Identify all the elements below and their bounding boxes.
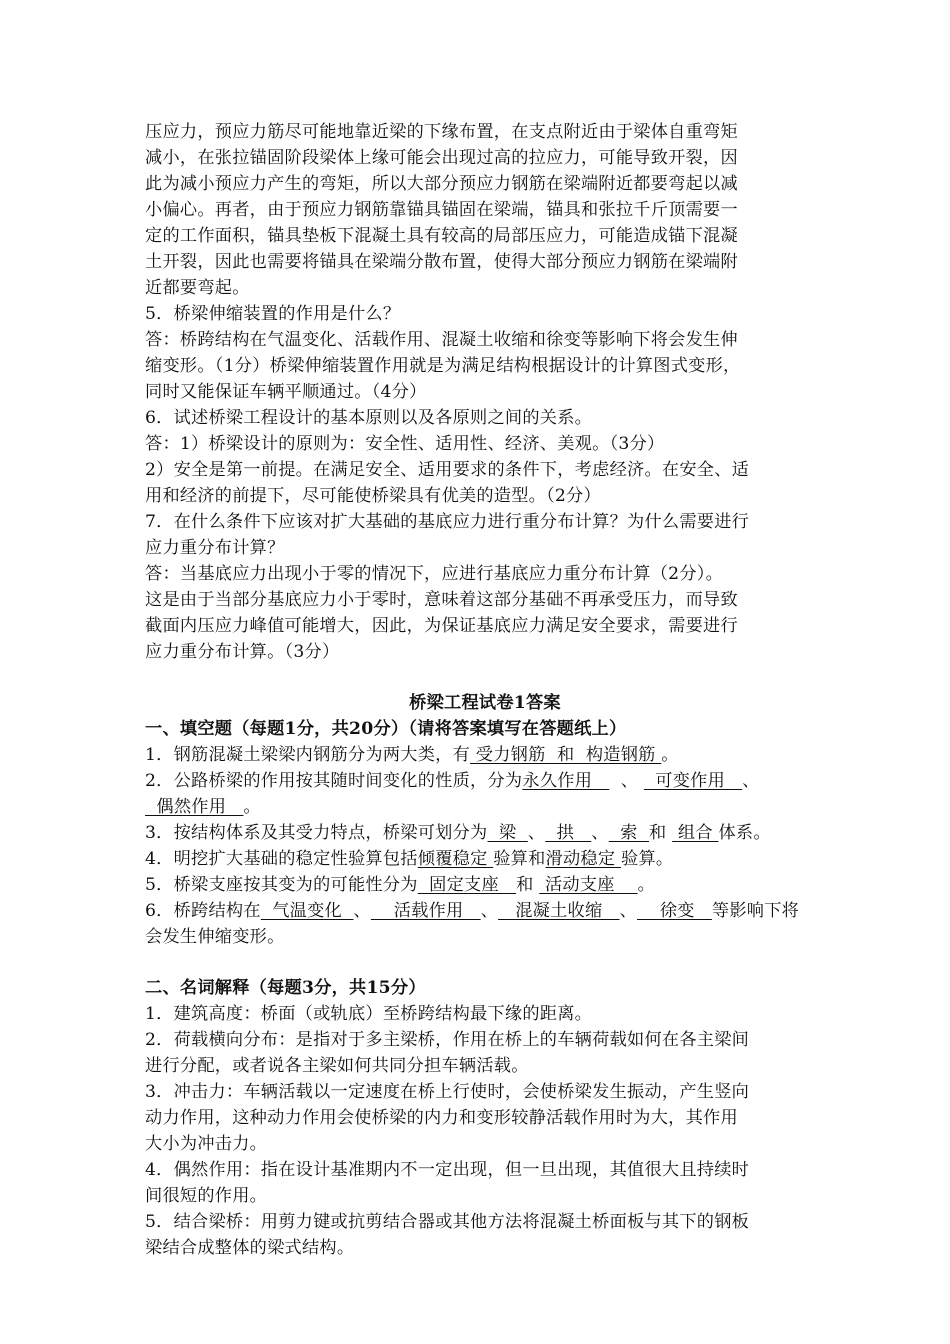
question-text: 5．桥梁伸缩装置的作用是什么？ <box>145 304 401 324</box>
separator-text: 、 <box>480 901 499 921</box>
answer-blank: 组合 <box>672 823 719 843</box>
question-text: 验算。 <box>621 849 674 869</box>
separator-text: 验算和 <box>493 849 546 869</box>
definition-line: 间很短的作用。 <box>145 1186 268 1206</box>
question-text: 等影响下将 <box>711 901 800 921</box>
answer-line: 答：1）桥梁设计的原则为：安全性、适用性、经济、美观。（3分） <box>145 434 665 454</box>
separator-text: 和 <box>516 875 540 895</box>
answer-blank: 混凝土收缩 <box>498 901 620 921</box>
question-text: 7．在什么条件下应该对扩大基础的基底应力进行重分布计算？为什么需要进行 <box>145 512 750 532</box>
question-6 <box>145 405 825 509</box>
fill-question-1 <box>145 742 825 768</box>
separator-text: 、 <box>353 901 371 921</box>
answer-line: 这是由于当部分基底应力小于零时，意味着这部分基础不再承受压力，而导致 <box>145 590 738 610</box>
separator-text: 和 <box>649 823 673 843</box>
answer-blank: 固定支座 <box>417 875 517 895</box>
fill-question-3 <box>145 820 825 846</box>
answer-line: 2）安全是第一前提。在满足安全、适用要求的条件下，考虑经济。在安全、适 <box>145 460 750 480</box>
fill-question-6-cont: 会发生伸缩变形。 <box>145 927 285 947</box>
question-text: 6．桥跨结构在 <box>145 901 261 921</box>
separator-text: 、 <box>619 901 637 921</box>
answer-blank: 永久作用 <box>522 771 610 791</box>
answer-4-continued <box>145 119 825 301</box>
text-column <box>145 119 825 1261</box>
answer-line: 答：桥跨结构在气温变化、活载作用、混凝土收缩和徐变等影响下将会发生伸 <box>145 330 738 350</box>
definition-line: 进行分配，或者说各主梁如何共同分担车辆活载。 <box>145 1056 529 1076</box>
exam-title: 桥梁工程试卷1答案 <box>409 693 561 713</box>
text-line: 小偏心。再者，由于预应力钢筋靠锚具锚固在梁端，锚具和张拉千斤顶需要一 <box>145 200 738 220</box>
answer-line: 截面内压应力峰值可能增大，因此，为保证基底应力满足安全要求，需要进行 <box>145 616 738 636</box>
spacer <box>145 950 825 975</box>
question-text: 3．按结构体系及其受力特点，桥梁可划分为 <box>145 823 488 843</box>
question-text: 4．明挖扩大基础的稳定性验算包括 <box>145 849 418 869</box>
separator-text: 、 <box>742 771 760 791</box>
definition-line: 大小为冲击力。 <box>145 1134 268 1154</box>
answer-blank: 偶然作用 <box>145 797 244 817</box>
question-text: 2．公路桥梁的作用按其随时间变化的性质，分为 <box>145 771 523 791</box>
separator-text: 、 <box>609 771 644 791</box>
question-text: 5．桥梁支座按其变为的可能性分为 <box>145 875 418 895</box>
answer-line: 缩变形。（1分）桥梁伸缩装置作用就是为满足结构根据设计的计算图式变形， <box>145 356 741 376</box>
answer-blank: 拱 <box>545 823 592 843</box>
term-definitions <box>145 1001 825 1261</box>
answer-blank: 梁 <box>487 823 528 843</box>
question-7 <box>145 509 825 665</box>
answer-blank: 可变作用 <box>643 771 743 791</box>
text-line: 压应力，预应力筋尽可能地靠近梁的下缘布置，在支点附近由于梁体自重弯矩 <box>145 122 738 142</box>
separator-text: 、 <box>527 823 546 843</box>
definition-line: 梁结合成整体的梁式结构。 <box>145 1238 355 1258</box>
answer-blank: 索 <box>608 823 650 843</box>
text-line: 近都要弯起。 <box>145 278 250 298</box>
text-line: 减小，在张拉锚固阶段梁体上缘可能会出现过高的拉应力，可能导致开裂，因 <box>145 148 738 168</box>
question-text: 1．钢筋混凝土梁梁内钢筋分为两大类，有 <box>145 745 471 765</box>
answer-line: 用和经济的前提下，尽可能使桥梁具有优美的造型。（2分） <box>145 486 601 506</box>
text-line: 定的工作面积，锚具垫板下混凝土具有较高的局部压应力，可能造成锚下混凝 <box>145 226 738 246</box>
text-line: 土开裂，因此也需要将锚具在梁端分散布置，使得大部分预应力钢筋在梁端附 <box>145 252 738 272</box>
fill-question-2-cont <box>145 794 825 820</box>
question-text: 6．试述桥梁工程设计的基本原则以及各原则之间的关系。 <box>145 408 593 428</box>
section-1-heading: 一、填空题（每题1分，共20分）（请将答案填写在答题纸上） <box>145 719 627 739</box>
fill-question-2 <box>145 768 825 794</box>
answer-blank: 倾覆稳定 <box>417 849 494 869</box>
fill-question-5 <box>145 872 825 898</box>
definition-line: 4．偶然作用：指在设计基准期内不一定出现，但一旦出现，其值很大且持续时 <box>145 1160 750 1180</box>
question-text: 体系。 <box>718 823 771 843</box>
definition-line: 1．建筑高度：桥面（或轨底）至桥跨结构最下缘的距离。 <box>145 1004 593 1024</box>
spacer <box>145 665 825 690</box>
text-line: 此为减小预应力产生的弯矩，所以大部分预应力钢筋在梁端附近都要弯起以减 <box>145 174 738 194</box>
answer-blank: 活载作用 <box>370 901 481 921</box>
question-text: 应力重分布计算？ <box>145 538 285 558</box>
answer-blank: 滑动稳定 <box>545 849 622 869</box>
answer-line: 同时又能保证车辆平顺通过。（4分） <box>145 382 427 402</box>
answer-blank: 受力钢筋 和 构造钢筋 <box>470 745 662 765</box>
definition-line: 5．结合梁桥：用剪力键或抗剪结合器或其他方法将混凝土桥面板与其下的钢板 <box>145 1212 750 1232</box>
question-text: 。 <box>637 875 656 895</box>
question-text: 。 <box>243 797 261 817</box>
answer-blank: 活动支座 <box>539 875 638 895</box>
section-2-heading: 二、名词解释（每题3分，共15分） <box>145 978 426 998</box>
answer-blank: 徐变 <box>637 901 712 921</box>
question-5 <box>145 301 825 405</box>
question-text: 。 <box>661 745 679 765</box>
definition-line: 动力作用，这种动力作用会使桥梁的内力和变形较静活载作用时为大，其作用 <box>145 1108 738 1128</box>
fill-question-4 <box>145 846 825 872</box>
separator-text: 、 <box>591 823 609 843</box>
answer-blank: 气温变化 <box>260 901 354 921</box>
definition-line: 2．荷载横向分布：是指对于多主梁桥，作用在桥上的车辆荷载如何在各主梁间 <box>145 1030 750 1050</box>
answer-line: 应力重分布计算。（3分） <box>145 642 340 662</box>
fill-question-6 <box>145 898 825 924</box>
definition-line: 3．冲击力：车辆活载以一定速度在桥上行使时，会使桥梁发生振动，产生竖向 <box>145 1082 750 1102</box>
answer-line: 答：当基底应力出现小于零的情况下，应进行基底应力重分布计算（2分）。 <box>145 564 724 584</box>
